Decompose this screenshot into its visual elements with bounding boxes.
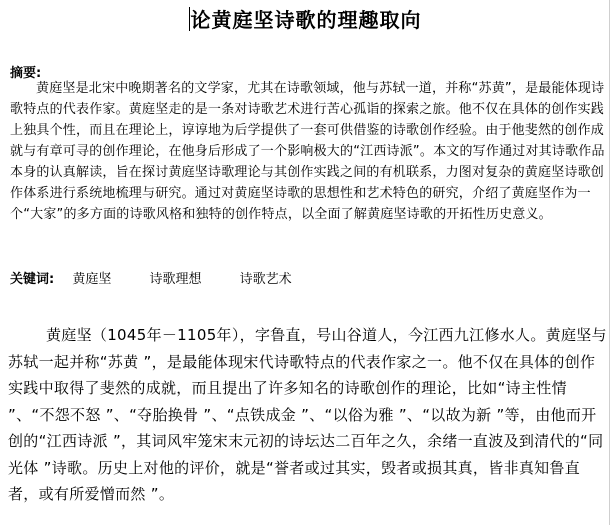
title-text: 论黄庭坚诗歌的理趣取向 <box>190 8 422 32</box>
body-paragraph: 黄庭坚（1045年－1105年），字鲁直，号山谷道人，今江西九江修水人。黄庭坚与苏轼一起并称“苏黄 ”，是最能体现宋代诗歌特点的代表作家之一。他不仅在具体的创作实践中取得了斐然的成就，而且提出了许多知名的诗歌创作的理论，比如“诗主性情 ”、“不怨不怒 ”、“夺胎换骨 ”、“点铁成金 ”、“以俗为雅 ”、“以故为新 ”等，由他而开创的“江西诗派 ”，其词风牢笼宋末元初的诗坛达二百年之久，余绪一直波及到清代的“同光体 ”诗歌。历史上对他的评价，就是“誉者或过其实，毁者或损其真，皆非真知鲁直者，或有所爱憎而然 ”。 <box>8 326 607 503</box>
keyword-item: 黄庭坚 <box>72 272 112 287</box>
abstract-label: 摘要: <box>10 66 42 81</box>
text-cursor <box>189 7 190 31</box>
keyword-item: 诗歌艺术 <box>239 272 292 287</box>
keyword-item: 诗歌理想 <box>149 272 202 287</box>
keywords-line <box>10 268 326 287</box>
keywords-label: 关键词: <box>10 272 55 287</box>
abstract-paragraph: 黄庭坚是北宋中晚期著名的文学家，尤其在诗歌领域，他与苏轼一道，并称“苏黄”，是最能体现诗歌特点的代表作家。黄庭坚走的是一条对诗歌艺术进行苦心孤诣的探索之旅。他不仅在具体的创作实践上独具个性，而且在理论上，谆谆地为后学提供了一套可供借鉴的诗歌创作经验。由于他斐然的创作成就与有章可寻的创作理论，在他身后形成了一个影响极大的“江西诗派”。本文的写作通过对其诗歌作品本身的认真解读，旨在探讨黄庭坚诗歌理论与其创作实践之间的有机联系，力图对复杂的黄庭坚诗歌创作体系进行系统地梳理与研究。通过对黄庭坚诗歌的思想性和艺术特色的研究，介绍了黄庭坚作为一个“大家”的多方面的诗歌风格和独特的创作特点，以全面了解黄庭坚诗歌的开拓性历史意义。 <box>10 81 605 222</box>
page-title <box>0 6 610 34</box>
